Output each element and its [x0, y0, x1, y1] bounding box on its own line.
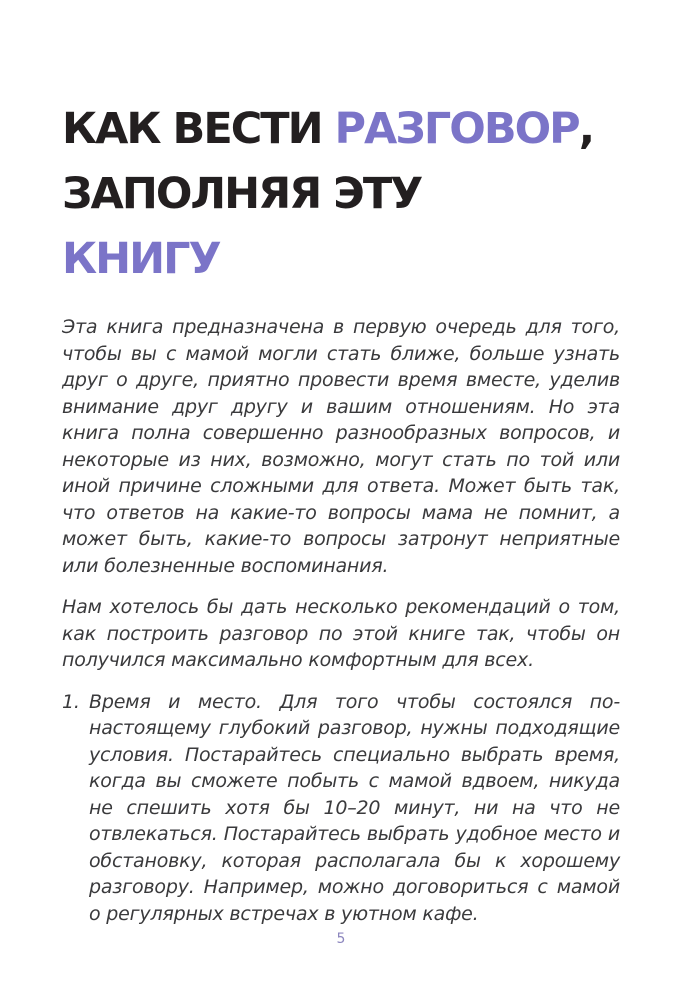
list-item-text: Время и место. Для того чтобы состоялся по-настоящему глубокий разговор, нужны подходящие условия. Постарайтесь специально выбрать время, когда вы сможете побыть с мамой вдвоем, никуда не спешить хотя бы 10–20 минут, ни на что не отвлекаться. Постарайтесь выбрать удобное место и обстановку, которая располагала бы к хорошему разговору. Например, можно договориться с мамой о регулярных встречах в уютном кафе.: [89, 690, 620, 925]
title-line1-comma: ,: [578, 104, 594, 154]
paragraph-intro: Эта книга предназначена в первую очередь для того, чтобы вы с мамой могли стать ближе, больше узнать друг о друге, приятно провести время вместе, уделив внимание друг другу и вашим отношениям. Но эта книга полна совершенно разнообразных вопросов, и некоторые из них, возможно, могут стать по той или иной причине сложными для ответа. Может быть так, что ответов на какие-то вопросы мама не помнит, а может быть, какие-то вопросы затронут неприятные или болезненные воспоминания.: [62, 316, 620, 577]
title-line2-black: ЗАПОЛНЯЯ ЭТУ: [62, 169, 422, 219]
title-line3-accent: КНИГУ: [62, 234, 220, 284]
list-item-number: 1.: [62, 690, 80, 713]
list-item-time-and-place: [62, 689, 620, 928]
page-number: 5: [336, 931, 346, 947]
title-line1-accent: РАЗГОВОР: [334, 104, 579, 154]
title-line1-black: КАК ВЕСТИ: [62, 104, 335, 154]
page-title: [62, 97, 620, 292]
body-text: [62, 314, 620, 674]
paragraph-recommendations: Нам хотелось бы дать несколько рекомендаций о том, как построить разговор по этой книге так, чтобы он получился максимально комфортным для всех.: [62, 596, 620, 671]
